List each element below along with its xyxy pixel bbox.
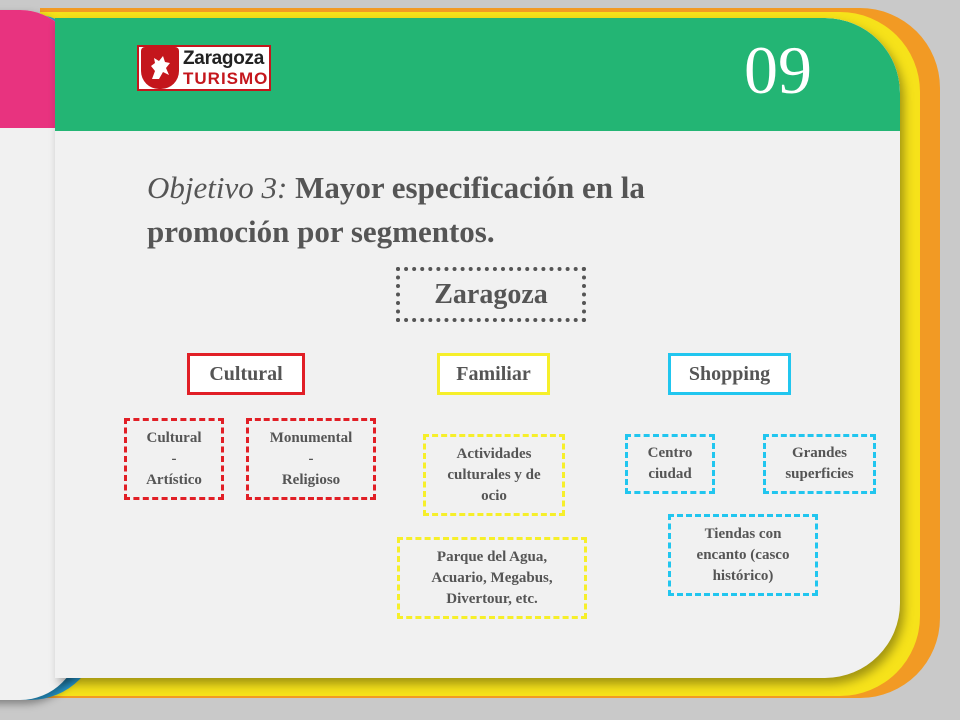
category-familiar: Familiar [437, 353, 550, 395]
leaf-line: Actividades [456, 445, 532, 462]
page-number: 09 [744, 32, 812, 108]
leaf-centro-ciudad [625, 434, 715, 494]
header-bar [55, 18, 900, 131]
leaf-line: - [308, 450, 314, 467]
logo-text [183, 49, 268, 87]
leaf-line: Grandes [791, 445, 847, 461]
leaf-cultural-artistico [124, 418, 224, 500]
leaf-line: Cultural [146, 429, 202, 446]
leaf-line: Divertour, etc. [446, 590, 538, 607]
logo-line-2: TURISMO [183, 69, 269, 88]
slide-card [55, 18, 900, 678]
title-main: Mayor especificación en la promoción por segmentos. [147, 170, 645, 249]
leaf-line: - [171, 450, 177, 467]
leaf-line: Centro [647, 445, 693, 461]
leaf-line: Acuario, Megabus, [431, 569, 553, 586]
category-cultural: Cultural [187, 353, 305, 395]
leaf-line: encanto (casco [696, 546, 790, 563]
leaf-line: superficies [785, 466, 854, 482]
zaragoza-turismo-logo [137, 45, 271, 91]
title-prefix: Objetivo 3: [147, 170, 288, 205]
leaf-actividades [423, 434, 565, 516]
leaf-line: culturales y de [447, 466, 541, 483]
slide-title [147, 166, 787, 254]
leaf-line: Monumental [269, 429, 353, 446]
leaf-line: Tiendas con [704, 525, 782, 542]
leaf-tiendas-con-encanto [668, 514, 818, 596]
leaf-line: Religioso [281, 471, 341, 488]
leaf-monumental-religioso [246, 418, 376, 500]
root-node-zaragoza: Zaragoza [396, 267, 586, 322]
leaf-line: Parque del Agua, [436, 548, 548, 565]
lion-emblem-icon [141, 47, 179, 89]
leaf-line: histórico) [712, 567, 774, 584]
leaf-line: Artístico [146, 471, 202, 488]
leaf-parque-del-agua [397, 537, 587, 619]
leaf-line: ocio [481, 487, 507, 504]
leaf-grandes-superficies [763, 434, 876, 494]
logo-line-1: Zaragoza [183, 48, 265, 69]
category-shopping: Shopping [668, 353, 791, 395]
leaf-line: ciudad [648, 466, 692, 482]
